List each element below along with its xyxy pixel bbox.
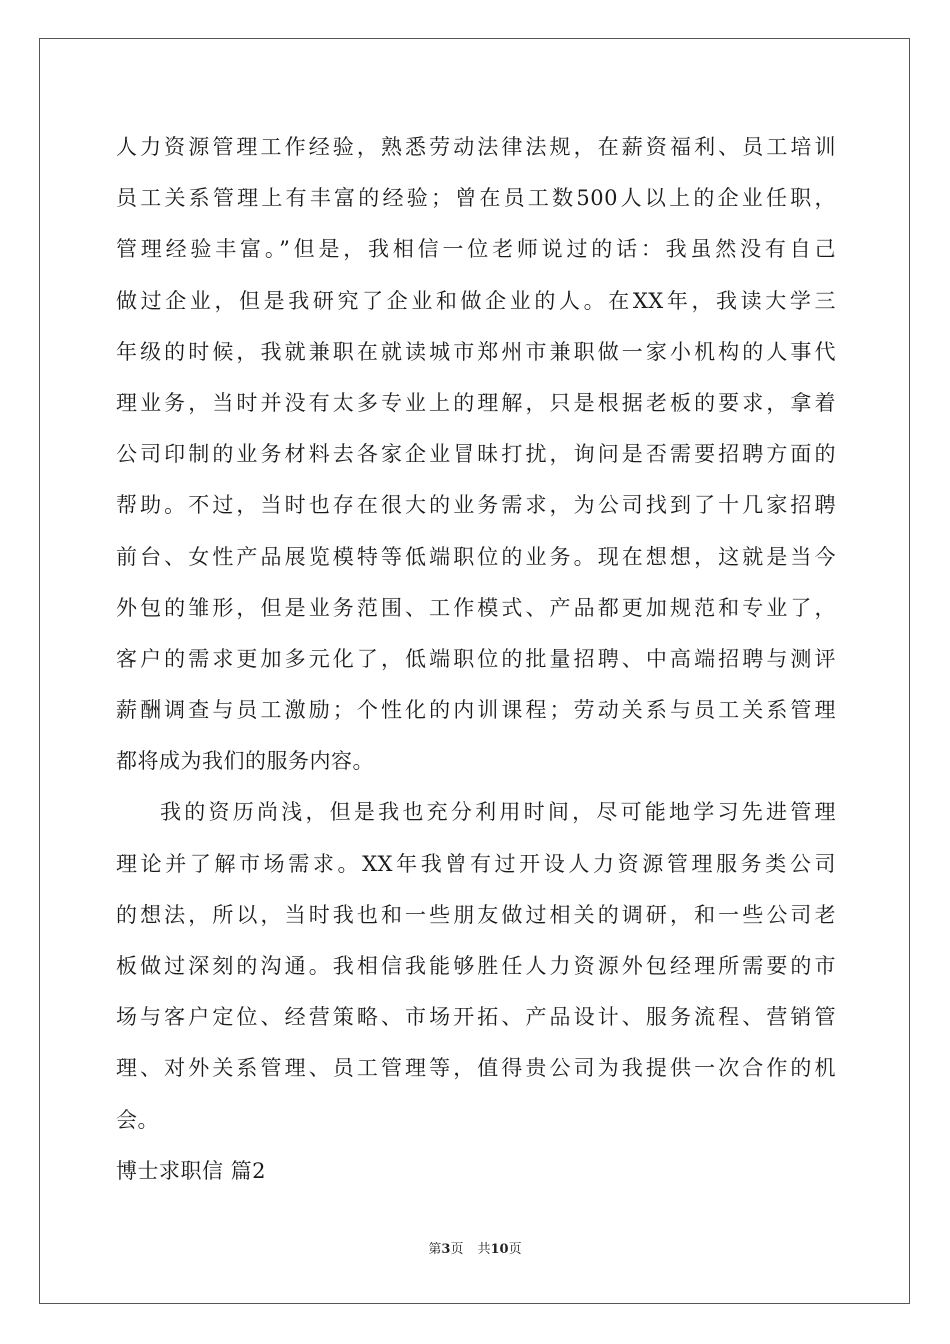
text-line: 管理经验丰富。”但是，我相信一位老师说过的话：我虽然没有自己 <box>116 237 836 262</box>
text-line: 的想法，所以，当时我也和一些朋友做过相关的调研，和一些公司老 <box>116 902 836 927</box>
paragraph-container <box>116 122 836 1146</box>
text-line: 人力资源管理工作经验，熟悉劳动法律法规，在薪资福利、员工培训 <box>116 135 836 159</box>
paragraph <box>116 787 836 1145</box>
footer-page-label: 页 <box>450 1242 464 1257</box>
footer-prefix: 第 <box>428 1242 442 1257</box>
text-line: 做过企业，但是我研究了企业和做企业的人。在XX年，我读大学三 <box>116 288 836 313</box>
text-line: 会。 <box>116 1107 159 1132</box>
current-page-number: 3 <box>441 1242 451 1257</box>
text-line: 我的资历尚浅，但是我也充分利用时间，尽可能地学习先进管理 <box>160 800 836 825</box>
text-line: 板做过深刻的沟通。我相信我能够胜任人力资源外包经理所需要的市 <box>116 954 836 978</box>
text-line: 员工关系管理上有丰富的经验；曾在员工数500人以上的企业任职， <box>116 186 836 211</box>
text-line: 客户的需求更加多元化了，低端职位的批量招聘、中高端招聘与测评 <box>116 646 836 671</box>
text-line: 公司印制的业务材料去各家企业冒昧打扰，询问是否需要招聘方面的 <box>116 442 836 467</box>
text-line: 帮助。不过，当时也存在很大的业务需求，为公司找到了十几家招聘 <box>116 493 836 518</box>
text-line: 理业务，当时并没有太多专业上的理解，只是根据老板的要求，拿着 <box>116 390 836 415</box>
page-footer <box>0 1238 950 1257</box>
section-heading: 博士求职信 篇2 <box>116 1158 267 1183</box>
text-line: 场与客户定位、经营策略、市场开拓、产品设计、服务流程、营销管 <box>116 1005 836 1030</box>
footer-total-suffix: 页 <box>508 1242 522 1257</box>
text-line: 外包的雏形，但是业务范围、工作模式、产品都更加规范和专业了， <box>116 595 836 620</box>
document-body <box>116 122 836 1197</box>
footer-total-prefix: 共 <box>477 1242 491 1257</box>
text-line: 年级的时候，我就兼职在就读城市郑州市兼职做一家小机构的人事代 <box>116 339 836 364</box>
text-line: 理、对外关系管理、员工管理等，值得贵公司为我提供一次合作的机 <box>116 1056 836 1081</box>
text-line: 前台、女性产品展览模特等低端职位的业务。现在想想，这就是当今 <box>116 544 836 569</box>
total-page-number: 10 <box>490 1242 509 1257</box>
text-line: 理论并了解市场需求。XX年我曾有过开设人力资源管理服务类公司 <box>116 851 836 876</box>
paragraph <box>116 122 836 787</box>
text-line: 薪酬调查与员工激励；个性化的内训课程；劳动关系与员工关系管理 <box>116 698 836 723</box>
text-line: 都将成为我们的服务内容。 <box>116 749 374 774</box>
